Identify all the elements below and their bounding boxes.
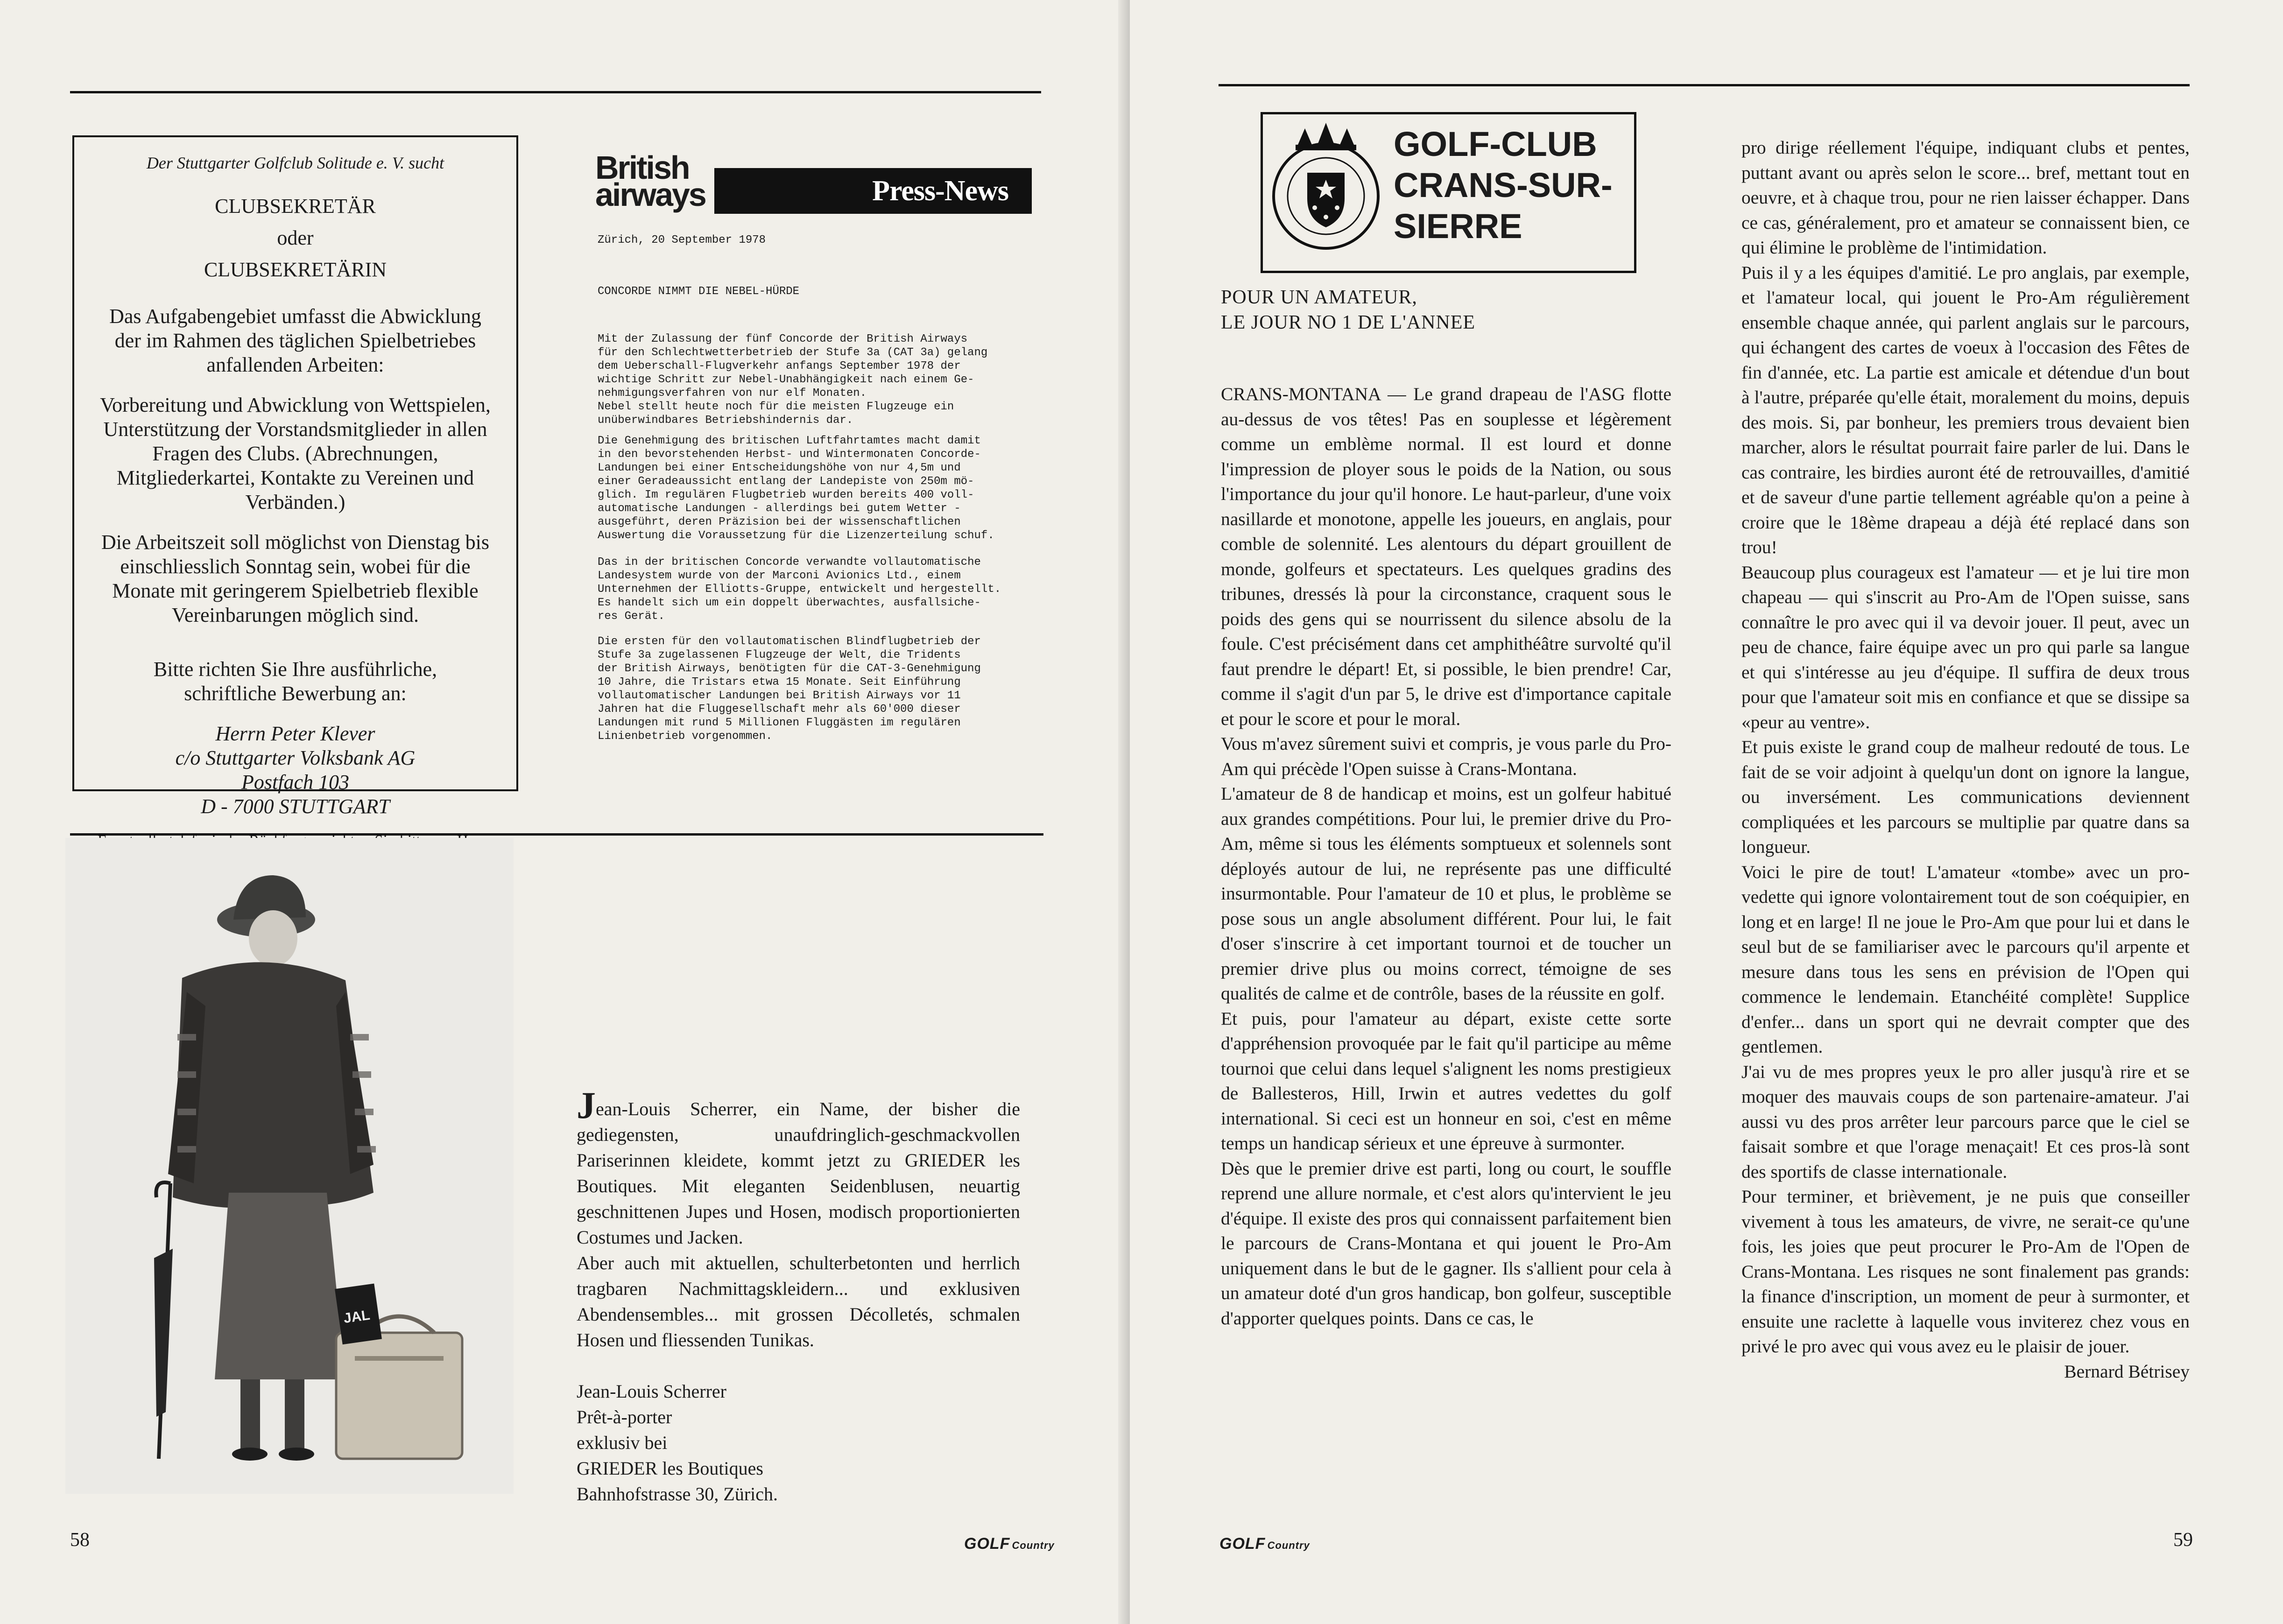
address-line: Postfach 103 <box>241 771 349 794</box>
page-number-right: 59 <box>2173 1529 2193 1551</box>
top-rule <box>70 91 1041 93</box>
scherrer-paragraph <box>577 1084 1020 1250</box>
address-line: Herrn Peter Klever <box>215 722 375 745</box>
article-paragraph: pro dirige réellement l'équipe, indiquant clubs et pentes, puttant avant ou après selon le score... bref, mettant tout en oeuvre, et à chaque trou, pour ne rien laisser échapper. Dans ce cas, généralement, pro et amateur se connaissent bien, ce qui élimine le problème de l'intimidation. <box>1741 137 2190 258</box>
golf-club-crans-emblem-icon <box>1261 119 1391 264</box>
position-title-1: CLUBSEKRETÄR <box>215 195 376 218</box>
drop-cap: J <box>577 1084 596 1126</box>
subtitle-line: POUR UN AMATEUR, <box>1221 287 1417 308</box>
article-paragraph: Pour terminer, et brièvement, je ne puis que conseiller vivement à tous les amateurs, de vivre, ne serait-ce qu'une fois, les joies que peut procurer le Pro-Am de l'Open de Crans-Montana. Les risques ne sont finalement pas grands: la finance d'inscription, un moment de peur à surmonter, et ensuite une raclette à laquelle vous inviterez chez vous en privé le pro avec qui vous avez eu le plaisir de jouer. <box>1741 1186 2190 1357</box>
scherrer-body-2: Aber auch mit aktuellen, schulterbetonten und herrlich tragbaren Nachmittagskleidern... und exklusiven Abendensembles... mit grossen Décolletés, schmalen Hosen und fliessenden Tunikas. <box>577 1252 1020 1350</box>
article-column-2 <box>1741 135 2190 1384</box>
press-paragraph: Die ersten für den vollautomatischen Blindflugbetrieb der Stufe 3a zugelassenen Flugzeuge der Welt, die Tridents der British Airways, benötigten für die CAT-3-Genehmigung 10 Jahre, die Tristars etwa 15 Monate. Seit Einführung vollautomatischer Landungen bei British Airways vor 11 Jahren hat die Fluggesellschaft mehr als 60'000 dieser Landungen mit rund 5 Millionen Fluggästen im regulären Linienbetrieb vorgenommen. <box>598 635 981 743</box>
club-title-line: CRANS-SUR- <box>1394 166 1613 204</box>
signoff-line: Prêt-à-porter <box>577 1406 672 1427</box>
article-paragraph: J'ai vu de mes propres yeux le pro aller jusqu'à rire et se moquer des mauvais coups de son partenaire-amateur. J'ai aussi vu des pros arrêter leur parcours parce que le ciel se faisait sombre et que l'orage menaçait! Et ces pros-là sont des sportifs de classe internationale. <box>1741 1061 2190 1182</box>
club-title-line: GOLF-CLUB <box>1394 125 1597 163</box>
signoff-line: Bahnhofstrasse 30, Zürich. <box>577 1483 778 1504</box>
article-column-1 <box>1221 382 1671 1331</box>
article-paragraph: Voici le pire de tout! L'amateur «tombe» avec un pro-vedette qui ignore volontairement tout de son coéquipier, en long et en large! Il ne joue le Pro-Am que pour lui et dans le seul but de se familiariser avec le parcours qu'il arpente et mesure dans tous les sens en prévision de l'Open qui commence le lendemain. Etanchéité complète! Supplice d'enfer... dans un sport qui ne devrait compter que des gentlemen. <box>1741 861 2190 1057</box>
address-line: D - 7000 STUTTGART <box>201 795 390 818</box>
address-line: c/o Stuttgarter Volksbank AG <box>175 746 416 769</box>
article-paragraph: Et puis, pour l'amateur au départ, existe cette sorte d'appréhension provoquée par le fait qu'il participe au même tournoi que celui dans lequel s'alignent les noms prestigieux de Ballesteros, Hill, Irwin et autres vedettes du golf international. Si ceci est un honneur en soi, c'est en même temps un handicap sérieux et une épreuve à surmonter. <box>1221 1008 1671 1153</box>
mid-rule <box>70 833 1043 836</box>
address-block <box>98 722 493 819</box>
scherrer-body-1: ean-Louis Scherrer, ein Name, der bisher die gediegensten, unaufdringlich-geschmackvollen Pariserinnen kleidete, kommt jetzt zu GRIEDER les Boutiques. Mit eleganten Seidenblusen, neuartig geschnittenen Jupes und Hosen, modisch proportionierten Costumes und Jacken. <box>577 1098 1020 1248</box>
signoff-line: Jean-Louis Scherrer <box>577 1381 726 1402</box>
club-title <box>1394 124 1613 247</box>
logo-sub: Country <box>1267 1540 1310 1551</box>
model-illustration <box>65 838 514 1494</box>
subtitle-line: LE JOUR NO 1 DE L'ANNEE <box>1221 312 1476 333</box>
article-paragraph: L'amateur de 8 de handicap et moins, est un golfeur habitué aux grandes compétitions. Pour lui, le premier drive du Pro-Am, même si tous les éléments somptueux et solennels sont déployés autour de lui, ne représente pas une difficulté insurmontable. Pour l'amateur de 10 et plus, le problème se pose sous un angle absolument différent. Pour lui, le fait d'oser s'inscrire à cet important tournoi et de toucher un premier drive plus ou moins correct, témoigne de ses qualités de calme et de contrôle, bases de la réussite en golf. <box>1221 783 1671 1004</box>
press-paragraph: Mit der Zulassung der fünf Concorde der British Airways für den Schlechtwetterbetrieb der Stufe 3a (CAT 3a) gelang dem Ueberschall-Flugverkehr anfangs September 1978 der wichtige Schritt zur Nebel-Unabhängigkeit nach einem Ge- nehmigungsverfahren von nur elf Monaten. Nebel stellt heute noch für die meisten Flugzeuge ein unüberwindbares Betriebshindernis dar. <box>598 333 988 427</box>
press-paragraph: Das in der britischen Concorde verwandte vollautomatische Landesystem wurde von der Marconi Avionics Ltd., einem Unternehmen der Elliotts-Gruppe, entwickelt und hergestellt. Es handelt sich um ein doppelt überwachtes, ausfallsiche- res Gerät. <box>598 556 1001 623</box>
duties-text-2: Vorbereitung und Abwicklung von Wettspielen, Unterstützung der Vorstandsmitglieder in allen Fragen des Clubs. (Abrechnungen, Mitgliederkartei, Kontakte zu Vereinen und Verbänden.) <box>100 394 491 513</box>
fashion-photo <box>65 838 514 1494</box>
top-rule-right <box>1219 84 2190 86</box>
article-paragraph: CRANS-MONTANA — Le grand drapeau de l'ASG flotte au-dessus de vos têtes! Pas en souplesse et légèrement comme un emblème normal. Il est lourd et donne l'impression de ployer sous le poids de la Nation, ou sous l'importance du jour qu'il honore. Le haut-parleur, d'une voix nasillarde et monotone, appelle les joueurs, en anglais, pour comble de solennité. Les alentours du départ grouillent de monde, golfeurs et spectateurs. Les quelques gradins des tribunes, dressés là pour la circonstance, craquent sous le poids des gens qui se nourrissent du silence absolu de la foule. C'est précisément dans cet amphithéâtre survolté qu'il faut prendre le départ! Et, si possible, le bien prendre! Car, comme il s'agit d'un par 5, le drive est d'importance capitale et pour le score et pour le moral. <box>1221 384 1671 729</box>
ad-intro: Der Stuttgarter Golfclub Solitude e. V. sucht <box>146 154 444 172</box>
article-subtitle <box>1221 285 1475 335</box>
bag-label: JAL <box>342 1307 371 1327</box>
signoff-line: exklusiv bei <box>577 1432 668 1453</box>
press-dateline: Zürich, 20 September 1978 <box>598 234 766 246</box>
article-paragraph: Et puis existe le grand coup de malheur redouté de tous. Le fait de se voir adjoint à quelqu'un dont on ignore la langue, ou inversément. Les communications deviennent compliquées et les parcours se multiplie par quatre dans sa longueur. <box>1741 737 2190 857</box>
press-news-banner: Press-News <box>714 168 1032 214</box>
signoff-line: GRIEDER les Boutiques <box>577 1458 763 1479</box>
press-paragraph: Die Genehmigung des britischen Luftfahrtamtes macht damit in den bevorstehenden Herbst- und Wintermonaten Concorde- Landungen bei einer Entscheidungshöhe von nur 4,5m und einer Geradeaussicht entlang der Landepiste von 250m mö- glich. Im regulären Flugbetrieb wurden bereits 400 voll- automatische Landungen - allerdings bei gutem Wetter - ausgeführt, deren Präzision bei der wissenschaftlichen Auswertung die Voraussetzung für die Lizenzerteilung schuf. <box>598 435 994 542</box>
stuttgart-job-ad <box>72 135 518 818</box>
scherrer-ad-text <box>577 1084 1020 1507</box>
page-number-left: 58 <box>70 1529 90 1551</box>
scherrer-signoff <box>577 1378 1020 1507</box>
article-paragraph: Dès que le premier drive est parti, long ou court, le souffle reprend une allure normale, et c'est alors qu'intervient le jeu d'équipe. Il existe des pros qui connaissent parfaitement bien le parcours de Crans-Montana et qui jouent le Pro-Am uniquement dans le but de le gagner. Ils s'allient pour cela à un amateur doté d'un gros handicap, bon golfeur, susceptible d'apporter quelques points. Dans ce cas, le <box>1221 1158 1671 1329</box>
duties-text-3: Die Arbeitszeit soll möglichst von Dienstag bis einschliesslich Sonntag sein, wobei für die Monate mit geringerem Spielbetrieb flexible Vereinbarungen möglich sind. <box>101 531 489 626</box>
article-paragraph: Beaucoup plus courageux est l'amateur — et je lui tire mon chapeau — qui s'inscrit au Pro-Am de l'Open suisse, sans connaître le pro avec qui il va devoir jouer. Il peut, avec un peu de chance, faire équipe avec un pro qui parle sa langue et qui s'intéresse au jeu d'équipe. Il suffira de deux trous pour que l'amateur soit mis en confiance et que se dissipe sa «peur au ventre». <box>1741 562 2190 732</box>
apply-text: Bitte richten Sie Ihre ausführliche, schriftliche Bewerbung an: <box>153 658 437 705</box>
logo-word: GOLF <box>1219 1535 1266 1553</box>
author-signature: Bernard Bétrisey <box>2064 1361 2190 1382</box>
logo-line-1: British <box>595 149 689 186</box>
left-page <box>0 0 1130 1624</box>
article-paragraph: Vous m'avez sûrement suivi et compris, je vous parle du Pro-Am qui précède l'Open suisse à Crans-Montana. <box>1221 733 1671 779</box>
club-title-line: SIERRE <box>1394 207 1522 246</box>
press-headline: CONCORDE NIMMT DIE NEBEL-HÜRDE <box>598 285 800 298</box>
british-airways-logo <box>595 149 705 213</box>
article-paragraph: Puis il y a les équipes d'amitié. Le pro anglais, par exemple, et l'amateur local, qui jouent le Pro-Am régulièrement ensemble chaque année, qui parlent anglais sur le parcours, qui échangent des cartes de voeux à l'occasion des Fêtes de fin d'année, etc. La partie est amicale et détendue d'un bout à l'autre, préparée qu'elle était, moralement du moins, depuis des mois. Si, par bonheur, les premiers trous devaient bien marcher, alors le résultat pourrait faire parler de lui. Dans le cas contraire, les birdies auront été de retrouvailles, d'amitié et de saveur d'une partie tellement agréable qu'on a peine à croire que le 18ème drapeau a déjà été replacé dans son trou! <box>1741 262 2190 557</box>
position-title-2: CLUBSEKRETÄRIN <box>204 258 387 281</box>
golf-country-logo-right <box>1219 1535 1310 1553</box>
golf-country-logo <box>964 1535 1055 1553</box>
position-or: oder <box>277 226 314 249</box>
logo-line-2: airways <box>595 176 705 213</box>
logo-word: GOLF <box>964 1535 1010 1553</box>
logo-sub: Country <box>1012 1540 1055 1551</box>
duties-text-1: Das Aufgabengebiet umfasst die Abwicklung der im Rahmen des täglichen Spielbetriebes anfallenden Arbeiten: <box>109 305 481 376</box>
